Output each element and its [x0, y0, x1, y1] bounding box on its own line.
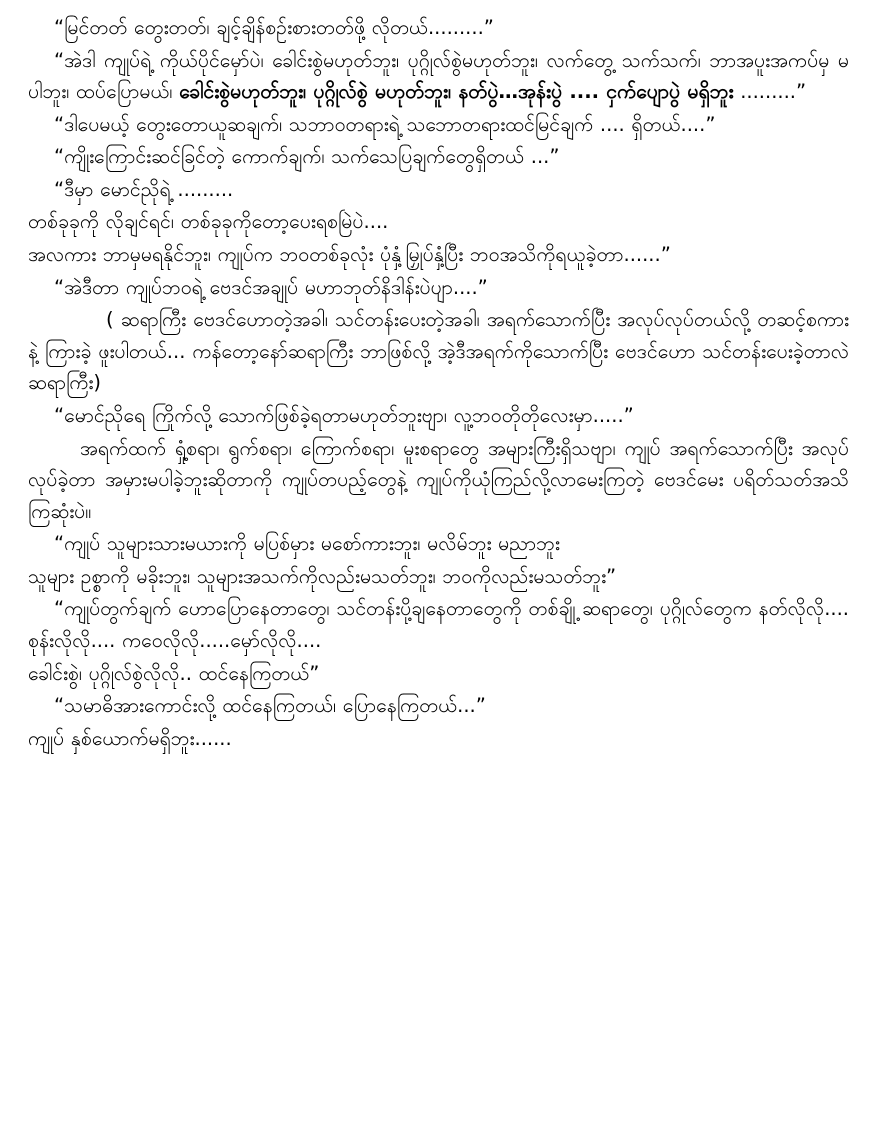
paragraph-text-bold: ခေါင်းစွဲမဟုတ်ဘူး၊ ပုဂ္ဂိုလ်စွဲ မဟုတ်ဘူး၊ နတ်ပွဲ…အုန်းပွဲ .... ငှက်ပျောပွဲ မရှိဘူး [179, 80, 734, 104]
paragraph: “ကျုပ် သူများသားမယားကို မပြစ်မှား မစော်ကားဘူး၊ မလိမ်ဘူး မညာဘူး [54, 532, 560, 556]
paragraph: အလကား ဘာမှမရနိုင်ဘူး၊ ကျုပ်က ဘဝတစ်ခုလုံး ပုံနှံ့မြှုပ်နှံ့ပြီး ဘဝအသိကိုရယူခဲ့တာ......” [28, 243, 671, 267]
paragraph: ခေါင်းစွဲ၊ ပုဂ္ဂိုလ်စွဲလိုလို.. ထင်နေကြတယ်” [28, 661, 320, 685]
paragraph: ကျုပ် နှစ်ယောက်မရှိဘူး...... [28, 726, 232, 750]
paragraph: သူများ ဥစ္စာကို မခိုးဘူး၊ သူများအသက်ကိုလည်းမသတ်ဘူး၊ ဘဝကိုလည်းမသတ်ဘူး” [28, 564, 617, 588]
paragraph-text-tail: .........” [733, 80, 807, 104]
paragraph: အရက်ထက် ရှုံ့စရာ၊ ရွက်စရာ၊ ကြောက်စရာ၊ မူးစရာတွေ အများကြီးရှိသဗျာ၊ ကျုပ် အရက်သောက်ပြီး အလုပ်လုပ်ခဲ့တာ အမှားမပါခဲ့ဘူးဆိုတာကို ကျုပ်တပည့်တွေနဲ့ ကျုပ်ကိုယုံကြည်လို့လာမေးကြတဲ့ ဗေဒင်မေး ပရိတ်သတ်အသိကြဆုံးပဲ။ [28, 436, 849, 523]
paragraph: “မောင်ညိုရေ ကြိုက်လို့ သောက်ဖြစ်ခဲ့ရတာမဟုတ်ဘူးဗျာ၊ လူ့ဘဝတိုတိုလေးမှာ.....” [54, 403, 634, 427]
paragraph-parenthetical: ( ဆရာကြီး ဗေဒင်ဟောတဲ့အခါ၊ သင်တန်းပေးတဲ့အခါ၊ အရက်သောက်ပြီး အလုပ်လုပ်တယ်လို့ တဆင့်စကားနဲ့ ကြားခဲ့ ဖူးပါတယ်... ကန်တော့နော်ဆရာကြီး ဘာဖြစ်လို့ အဲ့ဒီအရက်ကိုသောက်ပြီး ဗေဒင်ဟော သင်တန်းပေးခဲ့တာလဲ ဆရာကြီး) [28, 308, 849, 395]
paragraph: “ကျုပ်တွက်ချက် ဟောပြောနေတာတွေ၊ သင်တန်းပို့ချနေတာတွေကို တစ်ချို့ ဆရာတွေ၊ ပုဂ္ဂိုလ်တွေက နတ်လိုလို.... စုန်းလိုလို.... ကဝေလိုလို.....မှော်လိုလို.... [28, 597, 849, 652]
paragraph: “မြင်တတ် တွေးတတ်၊ ချင့်ချိန်စဉ်းစားတတ်ဖို့ လိုတယ်.........” [54, 16, 494, 39]
paragraph: “ဒီမှာ မောင်ညိုရဲ့ ......... [54, 177, 234, 201]
paragraph: “သမာဓိအားကောင်းလို့ ထင်နေကြတယ်၊ ပြောနေကြတယ်...” [54, 694, 486, 718]
paragraph-with-emphasis [28, 45, 849, 108]
paragraph: တစ်ခုခုကို လိုချင်ရင်၊ တစ်ခုခုကိုတော့ပေးရစမြဲပဲ.... [28, 210, 389, 234]
paragraph: “ဒါပေမယ့် တွေးတောယူဆချက်၊ သဘာဝတရားရဲ့ သဘောတရားထင်မြင်ချက် .... ရှိတယ်....” [54, 112, 716, 136]
paragraph-text-lead: “အဲဒါ ကျုပ်ရဲ့ ကိုယ်ပိုင်မှော်ပဲ၊ ခေါင်းစွဲမဟုတ်ဘူး၊ ပုဂ္ဂိုလ်စွဲမဟုတ်ဘူး၊ လက်တွေ့ သက်သက်၊ ဘာအပူးအကပ်မှ မပါဘူး၊ ထပ်ပြောမယ်၊ [28, 48, 849, 104]
paragraph: “အဲဒီတာ ကျုပ်ဘဝရဲ့ ဗေဒင်အချုပ် မဟာဘုတ်နိဒါန်းပဲပျာ....” [54, 275, 488, 299]
paragraph: “ကျိုးကြောင်းဆင်ခြင်တဲ့ ကောက်ချက်၊ သက်သေပြချက်တွေရှိတယ် ...” [54, 145, 560, 169]
